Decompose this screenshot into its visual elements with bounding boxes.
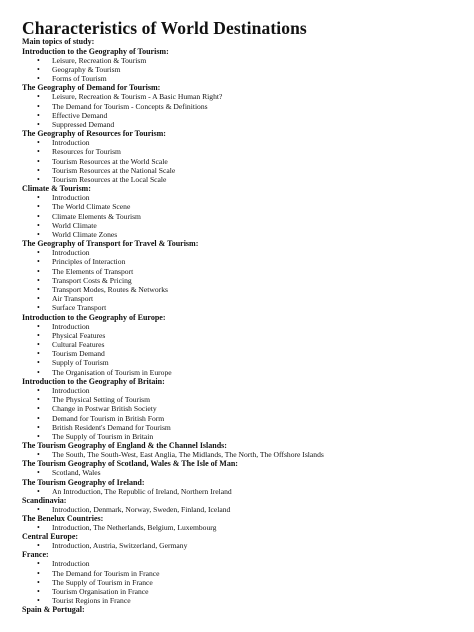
list-item: • Introduction — [22, 248, 474, 257]
section-heading: Introduction to the Geography of Britain: — [22, 376, 165, 386]
section-heading: France: — [22, 550, 49, 560]
list-item: • Tourist Regions in France — [22, 596, 474, 605]
section-heading: The Tourism Geography of Scotland, Wales & The Isle of Man: — [22, 459, 238, 469]
list-item: • Tourism Resources at the World Scale — [22, 157, 474, 166]
list-item: • Introduction, The Netherlands, Belgium, Luxembourg — [22, 523, 474, 532]
list-item: • Introduction — [22, 138, 474, 147]
topic-list — [22, 138, 474, 184]
list-item: • Introduction, Denmark, Norway, Sweden, Finland, Iceland — [22, 505, 474, 514]
list-item: • Climate Elements & Tourism — [22, 212, 474, 221]
list-item: • Leisure, Recreation & Tourism — [22, 56, 474, 65]
list-item: • Cultural Features — [22, 340, 474, 349]
list-item: • Introduction — [22, 559, 474, 568]
document-subtitle: Main topics of study: — [22, 37, 95, 46]
topic-list — [22, 505, 474, 514]
section-heading: Central Europe: — [22, 532, 79, 542]
list-item: • Demand for Tourism in British Form — [22, 414, 474, 423]
list-item: • Surface Transport — [22, 303, 474, 312]
list-item: • Suppressed Demand — [22, 120, 474, 129]
list-item: • The Supply of Tourism in France — [22, 578, 474, 587]
sections-container — [22, 47, 474, 615]
topic-list — [22, 248, 474, 312]
list-item: • Tourism Demand — [22, 349, 474, 358]
topic-list — [22, 523, 474, 532]
list-item: • An Introduction, The Republic of Ireland, Northern Ireland — [22, 487, 474, 496]
topic-list — [22, 541, 474, 550]
topic-list — [22, 193, 474, 239]
list-item: • The South, The South-West, East Anglia, The Midlands, The North, The Offshore Islands — [22, 450, 474, 459]
list-item: • Tourism Resources at the National Scale — [22, 166, 474, 175]
section-heading: The Geography of Demand for Tourism: — [22, 83, 161, 93]
list-item: • Effective Demand — [22, 111, 474, 120]
document-title: Characteristics of World Destinations — [22, 18, 307, 38]
list-item: • World Climate Zones — [22, 230, 474, 239]
list-item: • The Elements of Transport — [22, 267, 474, 276]
topic-list — [22, 92, 474, 129]
topic-list — [22, 56, 474, 84]
list-item: • Tourism Resources at the Local Scale — [22, 175, 474, 184]
list-item: • Forms of Tourism — [22, 74, 474, 83]
section-heading: Scandinavia: — [22, 495, 67, 505]
list-item: • The World Climate Scene — [22, 202, 474, 211]
section-heading: Climate & Tourism: — [22, 184, 91, 194]
list-item: • Introduction, Austria, Switzerland, Germany — [22, 541, 474, 550]
section-heading: The Geography of Resources for Tourism: — [22, 129, 166, 139]
list-item: • Leisure, Recreation & Tourism - A Basic Human Right? — [22, 92, 474, 101]
section-heading: Introduction to the Geography of Tourism: — [22, 46, 169, 56]
list-item: • Introduction — [22, 193, 474, 202]
topic-list — [22, 450, 474, 459]
list-item: • Introduction — [22, 322, 474, 331]
section-heading: Introduction to the Geography of Europe: — [22, 312, 166, 322]
section-heading: The Tourism Geography of England & the Channel Islands: — [22, 441, 227, 451]
list-item: • Air Transport — [22, 294, 474, 303]
topic-list — [22, 468, 474, 477]
list-item: • The Organisation of Tourism in Europe — [22, 368, 474, 377]
list-item: • Scotland, Wales — [22, 468, 474, 477]
list-item: • Transport Modes, Routes & Networks — [22, 285, 474, 294]
list-item: • Transport Costs & Pricing — [22, 276, 474, 285]
topic-list — [22, 559, 474, 605]
list-item: • The Supply of Tourism in Britain — [22, 432, 474, 441]
list-item: • The Demand for Tourism in France — [22, 569, 474, 578]
list-item: • Physical Features — [22, 331, 474, 340]
list-item: • The Demand for Tourism - Concepts & Definitions — [22, 102, 474, 111]
list-item: • Resources for Tourism — [22, 147, 474, 156]
list-item: • Introduction — [22, 386, 474, 395]
section-heading: The Geography of Transport for Travel & Tourism: — [22, 239, 199, 249]
topic-list — [22, 322, 474, 377]
section-heading: The Benelux Countries: — [22, 513, 104, 523]
list-item: • British Resident's Demand for Tourism — [22, 423, 474, 432]
list-item: • Geography & Tourism — [22, 65, 474, 74]
list-item: • Principles of Interaction — [22, 257, 474, 266]
list-item: • Supply of Tourism — [22, 358, 474, 367]
section-heading: Spain & Portugal: — [22, 605, 85, 615]
topic-list — [22, 487, 474, 496]
list-item: • World Climate — [22, 221, 474, 230]
list-item: • The Physical Setting of Tourism — [22, 395, 474, 404]
list-item: • Change in Postwar British Society — [22, 404, 474, 413]
section-heading: The Tourism Geography of Ireland: — [22, 477, 145, 487]
topic-list — [22, 386, 474, 441]
list-item: • Tourism Organisation in France — [22, 587, 474, 596]
